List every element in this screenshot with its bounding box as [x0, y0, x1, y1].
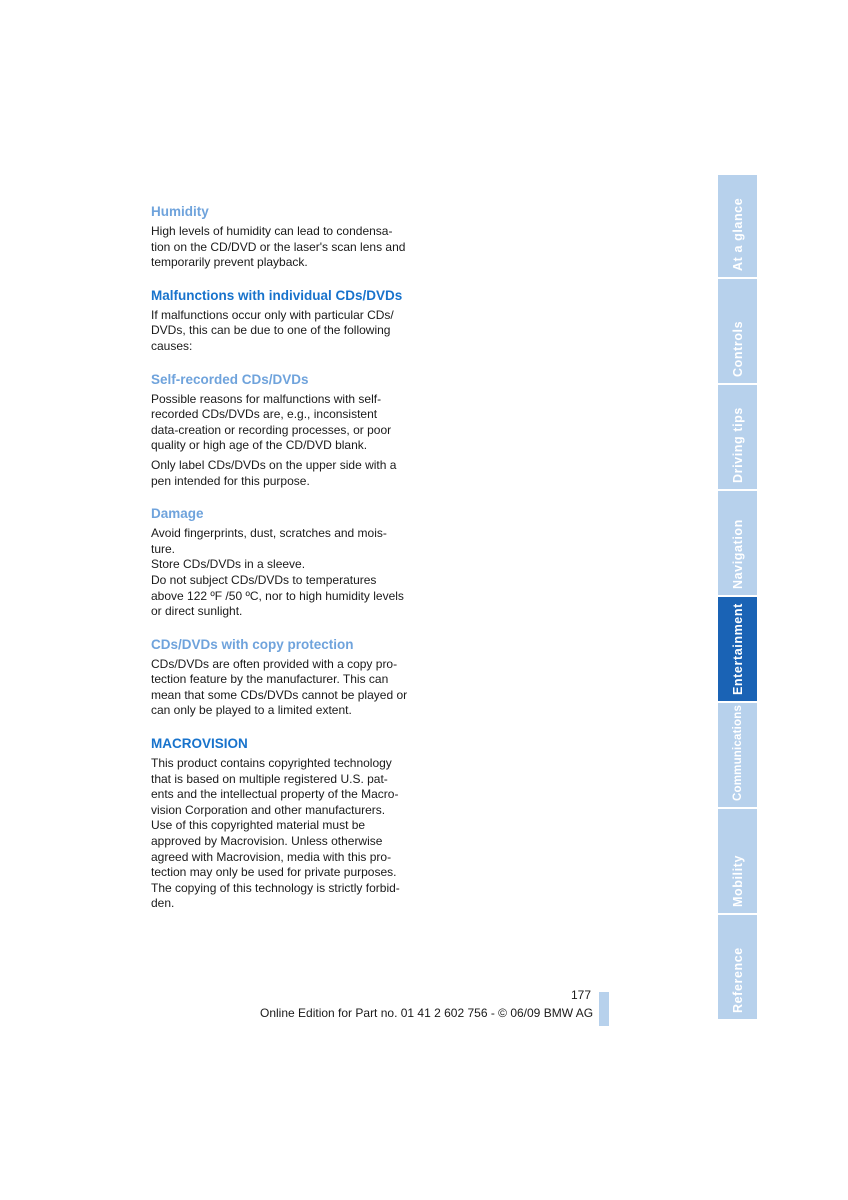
- self-recorded-text-1: Possible reasons for malfunctions with self- recorded CDs/DVDs are, e.g., inconsistent data-creation or recording processes, or poor quality or high age of the CD/DVD blank.: [151, 391, 392, 453]
- tab-at-a-glance[interactable]: [718, 175, 757, 277]
- damage-heading: Damage: [151, 506, 204, 522]
- chapter-tabs: [718, 175, 757, 1021]
- tab-mobility[interactable]: [718, 809, 757, 913]
- malfunctions-heading: Malfunctions with individual CDs/DVDs: [151, 287, 403, 303]
- page-number: 177: [571, 988, 592, 1002]
- tab-label: Reference: [730, 947, 745, 1013]
- main-content: [151, 203, 413, 912]
- humidity-text: High levels of humidity can lead to condensa- tion on the CD/DVD or the laser's scan lens and temporarily prevent playback.: [151, 224, 406, 270]
- tab-driving-tips[interactable]: [718, 385, 757, 489]
- tab-label: Navigation: [730, 519, 745, 589]
- tab-label: At a glance: [730, 197, 745, 271]
- damage-text: Avoid fingerprints, dust, scratches and mois- ture. Store CDs/DVDs in a sleeve. Do not subject CDs/DVDs to temperatures above 122 ºF /50 ºC, nor to high humidity levels or direct sunlight.: [151, 526, 404, 619]
- tab-controls[interactable]: [718, 279, 757, 383]
- page-marker-bar: [599, 992, 609, 1026]
- self-recorded-text-2: Only label CDs/DVDs on the upper side with a pen intended for this purpose.: [151, 457, 397, 488]
- tab-label: Communications: [731, 704, 744, 801]
- copy-protection-text: CDs/DVDs are often provided with a copy pro- tection feature by the manufacturer. This can mean that some CDs/DVDs cannot be played or can only be played to a limited extent.: [151, 656, 408, 718]
- tab-navigation[interactable]: [718, 491, 757, 595]
- macrovision-heading: MACROVISION: [151, 736, 248, 752]
- tab-reference[interactable]: [718, 915, 757, 1019]
- tab-entertainment[interactable]: [718, 597, 757, 701]
- tab-communications[interactable]: [718, 703, 757, 807]
- edition-footer: Online Edition for Part no. 01 41 2 602 756 - © 06/09 BMW AG: [260, 1006, 594, 1020]
- macrovision-text: This product contains copyrighted technology that is based on multiple registered U.S. pat- ents and the intellectual property of the Macro- vision Corporation and other manufacturers. Use of this copyrighted material must be approved by Macrovision. Unless otherwise agreed with Macrovision, media with this pro- tection may only be used for private purposes. The copying of this technology is strictly forbid- den.: [151, 756, 400, 911]
- tab-label: Mobility: [730, 854, 745, 907]
- copy-protection-heading: CDs/DVDs with copy protection: [151, 636, 354, 652]
- malfunctions-text: If malfunctions occur only with particular CDs/ DVDs, this can be due to one of the following causes:: [151, 307, 394, 353]
- tab-label: Entertainment: [730, 603, 745, 695]
- tab-label: Controls: [730, 320, 745, 377]
- self-recorded-heading: Self-recorded CDs/DVDs: [151, 371, 309, 387]
- humidity-heading: Humidity: [151, 204, 209, 219]
- tab-label: Driving tips: [730, 407, 745, 483]
